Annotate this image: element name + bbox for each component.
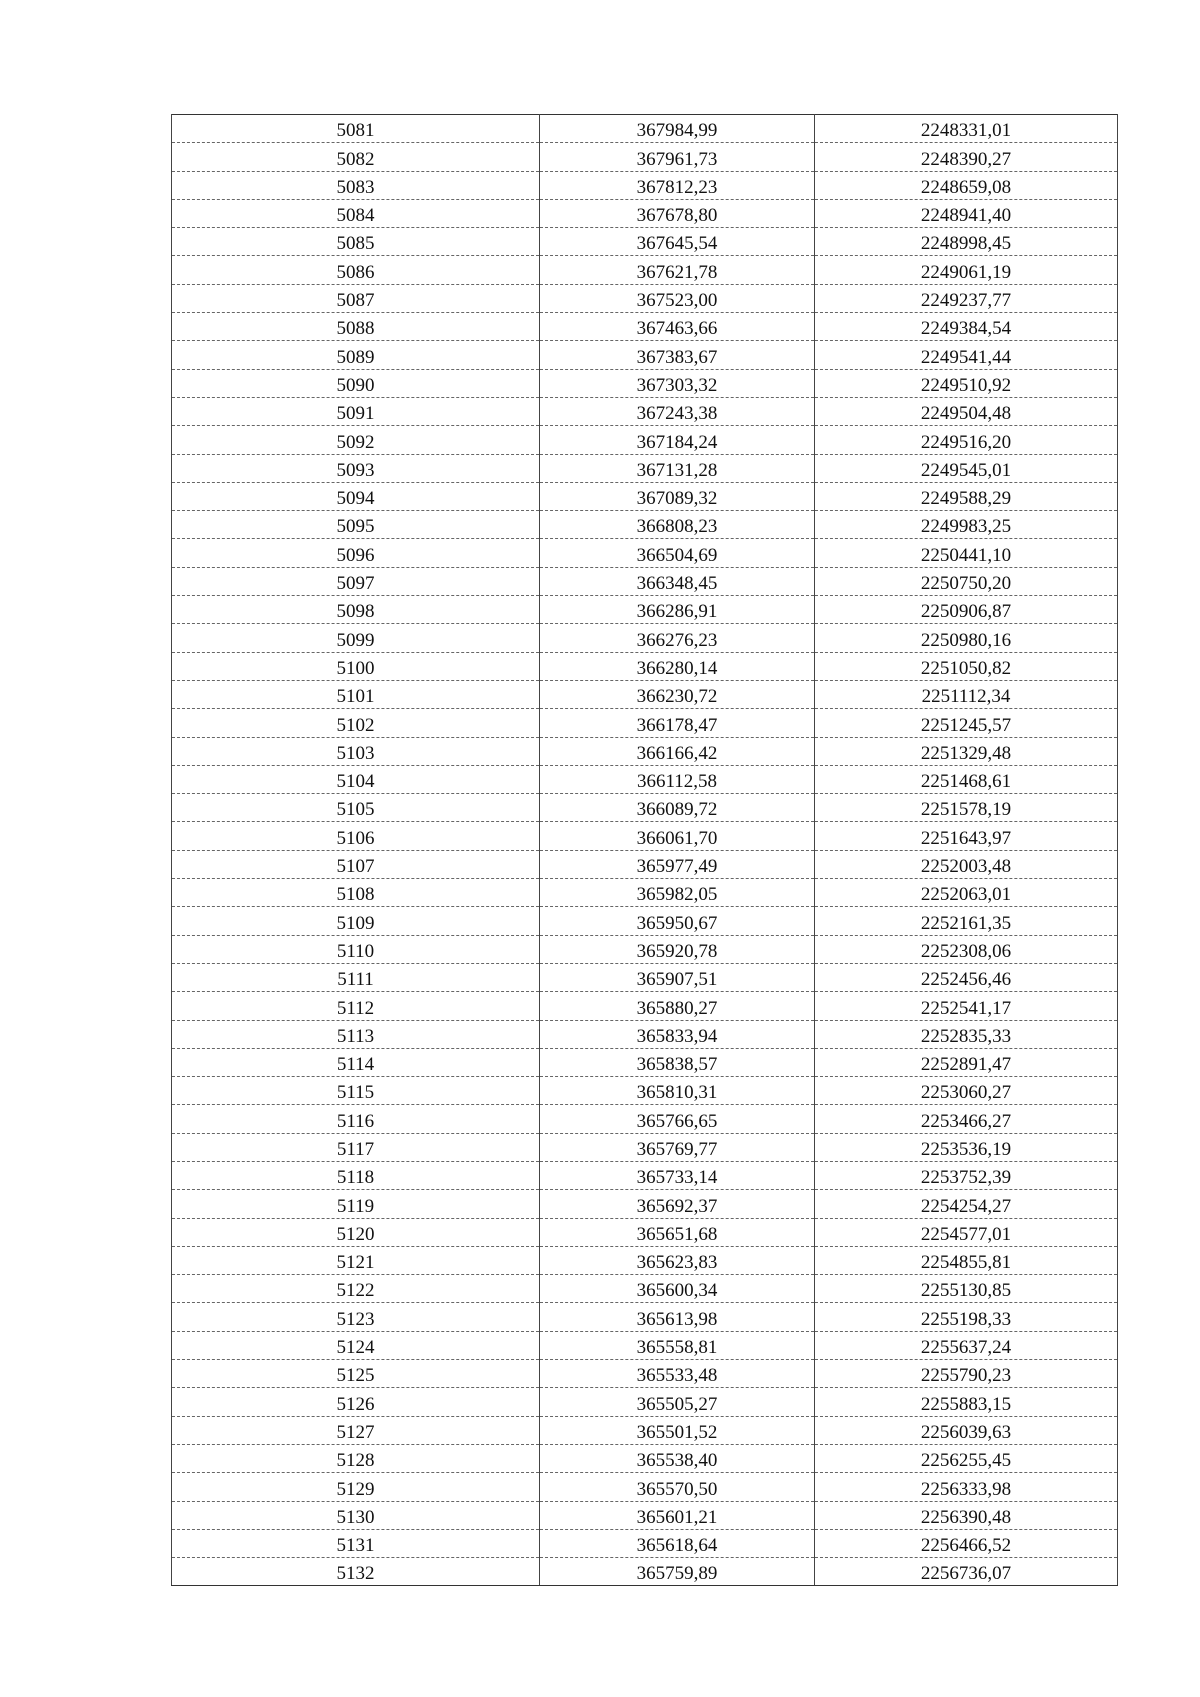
point-number-cell: 5117 [172,1133,540,1161]
point-number-cell: 5095 [172,511,540,539]
y-coordinate-cell: 2255637,24 [815,1331,1118,1359]
y-coordinate-cell: 2252456,46 [815,963,1118,991]
point-number-cell: 5109 [172,907,540,935]
x-coordinate-cell: 365733,14 [540,1161,815,1189]
table-row [172,397,1118,425]
table-row [172,1161,1118,1189]
y-coordinate-cell: 2252891,47 [815,1048,1118,1076]
table-row [172,539,1118,567]
y-coordinate-cell: 2256255,45 [815,1444,1118,1472]
y-coordinate-cell: 2248998,45 [815,228,1118,256]
y-coordinate-cell: 2249510,92 [815,369,1118,397]
point-number-cell: 5125 [172,1360,540,1388]
table-row [172,115,1118,143]
point-number-cell: 5085 [172,228,540,256]
table-row [172,313,1118,341]
y-coordinate-cell: 2248390,27 [815,143,1118,171]
x-coordinate-cell: 366276,23 [540,624,815,652]
table-row [172,1105,1118,1133]
x-coordinate-cell: 365759,89 [540,1558,815,1586]
y-coordinate-cell: 2251112,34 [815,680,1118,708]
table-row [172,482,1118,510]
point-number-cell: 5121 [172,1246,540,1274]
table-row [172,1303,1118,1331]
y-coordinate-cell: 2252541,17 [815,992,1118,1020]
point-number-cell: 5098 [172,596,540,624]
point-number-cell: 5084 [172,199,540,227]
x-coordinate-cell: 366166,42 [540,737,815,765]
y-coordinate-cell: 2256736,07 [815,1558,1118,1586]
table-row [172,1275,1118,1303]
x-coordinate-cell: 365920,78 [540,935,815,963]
table-row [172,596,1118,624]
table-row [172,624,1118,652]
table-row [172,765,1118,793]
y-coordinate-cell: 2253466,27 [815,1105,1118,1133]
y-coordinate-cell: 2250980,16 [815,624,1118,652]
table-row [172,822,1118,850]
y-coordinate-cell: 2255198,33 [815,1303,1118,1331]
y-coordinate-cell: 2250906,87 [815,596,1118,624]
y-coordinate-cell: 2249384,54 [815,313,1118,341]
point-number-cell: 5087 [172,284,540,312]
table-row [172,511,1118,539]
y-coordinate-cell: 2251245,57 [815,709,1118,737]
y-coordinate-cell: 2248331,01 [815,115,1118,143]
table-row [172,1388,1118,1416]
table-row [172,1020,1118,1048]
point-number-cell: 5088 [172,313,540,341]
point-number-cell: 5120 [172,1218,540,1246]
x-coordinate-cell: 367678,80 [540,199,815,227]
x-coordinate-cell: 367131,28 [540,454,815,482]
x-coordinate-cell: 367303,32 [540,369,815,397]
table-row [172,1331,1118,1359]
y-coordinate-cell: 2255790,23 [815,1360,1118,1388]
y-coordinate-cell: 2253536,19 [815,1133,1118,1161]
point-number-cell: 5130 [172,1501,540,1529]
y-coordinate-cell: 2254855,81 [815,1246,1118,1274]
point-number-cell: 5115 [172,1077,540,1105]
point-number-cell: 5105 [172,794,540,822]
x-coordinate-cell: 366504,69 [540,539,815,567]
point-number-cell: 5094 [172,482,540,510]
table-row [172,1416,1118,1444]
table-row [172,879,1118,907]
x-coordinate-cell: 365950,67 [540,907,815,935]
table-row [172,454,1118,482]
table-row [172,1190,1118,1218]
y-coordinate-cell: 2248941,40 [815,199,1118,227]
point-number-cell: 5110 [172,935,540,963]
x-coordinate-cell: 365838,57 [540,1048,815,1076]
x-coordinate-cell: 365833,94 [540,1020,815,1048]
x-coordinate-cell: 365558,81 [540,1331,815,1359]
x-coordinate-cell: 366178,47 [540,709,815,737]
table-row [172,1501,1118,1529]
point-number-cell: 5102 [172,709,540,737]
x-coordinate-cell: 367089,32 [540,482,815,510]
y-coordinate-cell: 2253752,39 [815,1161,1118,1189]
point-number-cell: 5113 [172,1020,540,1048]
y-coordinate-cell: 2254577,01 [815,1218,1118,1246]
y-coordinate-cell: 2251050,82 [815,652,1118,680]
table-row [172,1048,1118,1076]
x-coordinate-cell: 365880,27 [540,992,815,1020]
point-number-cell: 5106 [172,822,540,850]
table-row [172,369,1118,397]
point-number-cell: 5083 [172,171,540,199]
point-number-cell: 5114 [172,1048,540,1076]
x-coordinate-cell: 365692,37 [540,1190,815,1218]
table-row [172,794,1118,822]
x-coordinate-cell: 365618,64 [540,1529,815,1557]
y-coordinate-cell: 2250750,20 [815,567,1118,595]
y-coordinate-cell: 2252308,06 [815,935,1118,963]
table-row [172,1218,1118,1246]
table-row [172,228,1118,256]
point-number-cell: 5091 [172,397,540,425]
y-coordinate-cell: 2252003,48 [815,850,1118,878]
table-row [172,256,1118,284]
x-coordinate-cell: 365769,77 [540,1133,815,1161]
point-number-cell: 5100 [172,652,540,680]
point-number-cell: 5101 [172,680,540,708]
point-number-cell: 5107 [172,850,540,878]
point-number-cell: 5112 [172,992,540,1020]
table-row [172,426,1118,454]
table-row [172,850,1118,878]
point-number-cell: 5097 [172,567,540,595]
point-number-cell: 5093 [172,454,540,482]
y-coordinate-cell: 2249983,25 [815,511,1118,539]
x-coordinate-cell: 365613,98 [540,1303,815,1331]
x-coordinate-cell: 366089,72 [540,794,815,822]
y-coordinate-cell: 2249237,77 [815,284,1118,312]
table-row [172,199,1118,227]
point-number-cell: 5119 [172,1190,540,1218]
x-coordinate-cell: 365570,50 [540,1473,815,1501]
y-coordinate-cell: 2248659,08 [815,171,1118,199]
y-coordinate-cell: 2255883,15 [815,1388,1118,1416]
point-number-cell: 5123 [172,1303,540,1331]
table-row [172,1473,1118,1501]
x-coordinate-cell: 365538,40 [540,1444,815,1472]
x-coordinate-cell: 365623,83 [540,1246,815,1274]
y-coordinate-cell: 2255130,85 [815,1275,1118,1303]
x-coordinate-cell: 365977,49 [540,850,815,878]
point-number-cell: 5082 [172,143,540,171]
x-coordinate-cell: 366280,14 [540,652,815,680]
x-coordinate-cell: 365505,27 [540,1388,815,1416]
x-coordinate-cell: 367523,00 [540,284,815,312]
y-coordinate-cell: 2251643,97 [815,822,1118,850]
y-coordinate-cell: 2256390,48 [815,1501,1118,1529]
point-number-cell: 5124 [172,1331,540,1359]
y-coordinate-cell: 2256466,52 [815,1529,1118,1557]
point-number-cell: 5096 [172,539,540,567]
y-coordinate-cell: 2256333,98 [815,1473,1118,1501]
y-coordinate-cell: 2252161,35 [815,907,1118,935]
table-row [172,1077,1118,1105]
point-number-cell: 5126 [172,1388,540,1416]
table-row [172,652,1118,680]
y-coordinate-cell: 2249504,48 [815,397,1118,425]
point-number-cell: 5127 [172,1416,540,1444]
point-number-cell: 5081 [172,115,540,143]
table-row [172,963,1118,991]
x-coordinate-cell: 365501,52 [540,1416,815,1444]
y-coordinate-cell: 2253060,27 [815,1077,1118,1105]
point-number-cell: 5116 [172,1105,540,1133]
y-coordinate-cell: 2251329,48 [815,737,1118,765]
x-coordinate-cell: 366230,72 [540,680,815,708]
x-coordinate-cell: 367621,78 [540,256,815,284]
x-coordinate-cell: 367463,66 [540,313,815,341]
table-row [172,1529,1118,1557]
point-number-cell: 5104 [172,765,540,793]
table-row [172,1444,1118,1472]
y-coordinate-cell: 2256039,63 [815,1416,1118,1444]
table-row [172,171,1118,199]
table-row [172,1133,1118,1161]
point-number-cell: 5111 [172,963,540,991]
x-coordinate-cell: 365651,68 [540,1218,815,1246]
coordinates-table-body [172,115,1118,1586]
point-number-cell: 5089 [172,341,540,369]
x-coordinate-cell: 367184,24 [540,426,815,454]
x-coordinate-cell: 367243,38 [540,397,815,425]
x-coordinate-cell: 365982,05 [540,879,815,907]
table-row [172,935,1118,963]
x-coordinate-cell: 367961,73 [540,143,815,171]
y-coordinate-cell: 2252063,01 [815,879,1118,907]
point-number-cell: 5118 [172,1161,540,1189]
table-row [172,1360,1118,1388]
x-coordinate-cell: 367812,23 [540,171,815,199]
table-row [172,1558,1118,1586]
x-coordinate-cell: 365601,21 [540,1501,815,1529]
y-coordinate-cell: 2249588,29 [815,482,1118,510]
point-number-cell: 5086 [172,256,540,284]
point-number-cell: 5099 [172,624,540,652]
point-number-cell: 5103 [172,737,540,765]
y-coordinate-cell: 2250441,10 [815,539,1118,567]
y-coordinate-cell: 2249545,01 [815,454,1118,482]
x-coordinate-cell: 366348,45 [540,567,815,595]
table-row [172,992,1118,1020]
coordinates-table [171,114,1118,1586]
x-coordinate-cell: 365810,31 [540,1077,815,1105]
table-row [172,284,1118,312]
table-row [172,567,1118,595]
y-coordinate-cell: 2249541,44 [815,341,1118,369]
table-row [172,680,1118,708]
x-coordinate-cell: 365907,51 [540,963,815,991]
y-coordinate-cell: 2252835,33 [815,1020,1118,1048]
point-number-cell: 5108 [172,879,540,907]
point-number-cell: 5128 [172,1444,540,1472]
y-coordinate-cell: 2254254,27 [815,1190,1118,1218]
x-coordinate-cell: 365533,48 [540,1360,815,1388]
point-number-cell: 5129 [172,1473,540,1501]
x-coordinate-cell: 366061,70 [540,822,815,850]
x-coordinate-cell: 365600,34 [540,1275,815,1303]
point-number-cell: 5092 [172,426,540,454]
y-coordinate-cell: 2251578,19 [815,794,1118,822]
x-coordinate-cell: 367383,67 [540,341,815,369]
table-row [172,341,1118,369]
x-coordinate-cell: 366808,23 [540,511,815,539]
point-number-cell: 5122 [172,1275,540,1303]
point-number-cell: 5090 [172,369,540,397]
point-number-cell: 5132 [172,1558,540,1586]
y-coordinate-cell: 2251468,61 [815,765,1118,793]
table-row [172,709,1118,737]
x-coordinate-cell: 367645,54 [540,228,815,256]
table-row [172,737,1118,765]
x-coordinate-cell: 366112,58 [540,765,815,793]
table-row [172,907,1118,935]
x-coordinate-cell: 365766,65 [540,1105,815,1133]
point-number-cell: 5131 [172,1529,540,1557]
table-row [172,143,1118,171]
x-coordinate-cell: 366286,91 [540,596,815,624]
y-coordinate-cell: 2249061,19 [815,256,1118,284]
y-coordinate-cell: 2249516,20 [815,426,1118,454]
table-row [172,1246,1118,1274]
x-coordinate-cell: 367984,99 [540,115,815,143]
